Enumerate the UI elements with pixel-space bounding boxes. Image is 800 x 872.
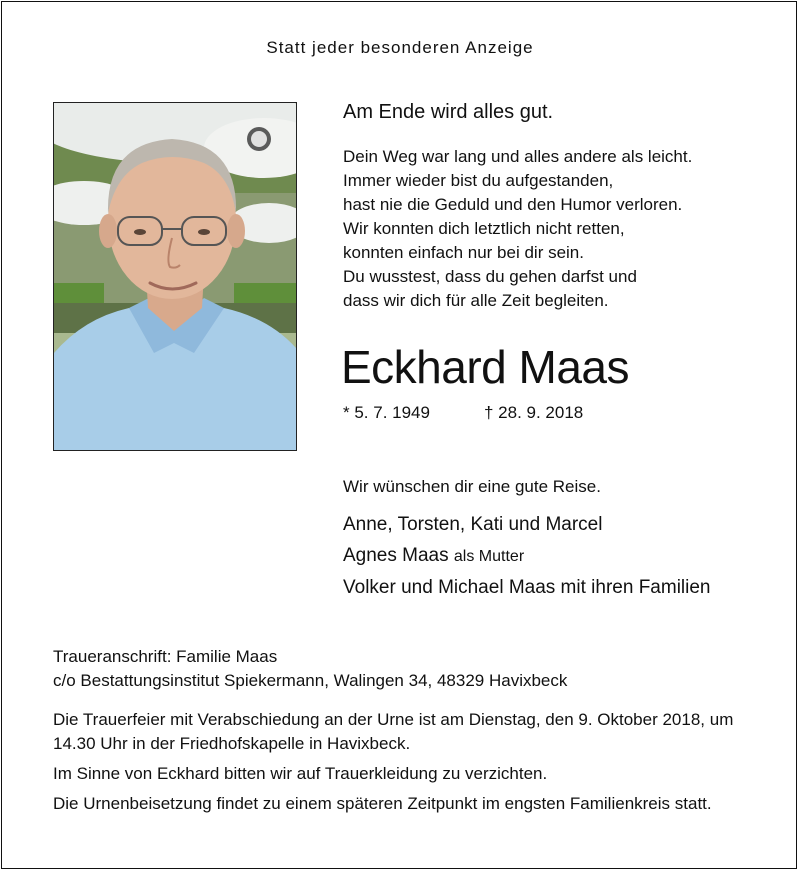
poem-line: hast nie die Geduld und den Humor verloren. [343,195,683,214]
birth-date: * 5. 7. 1949 [343,403,430,422]
poem-line: Dein Weg war lang und alles andere als leicht. [343,147,693,166]
ceremony-paragraph: Die Trauerfeier mit Verabschiedung an der Urne ist am Dienstag, den 9. Oktober 2018, um 14.30 Uhr in der Friedhofskapelle in Havixbeck. [53,710,734,753]
poem [343,145,692,313]
poem-line: dass wir dich für alle Zeit begleiten. [343,291,609,310]
poem-line: Du wusstest, dass du gehen darfst und [343,267,637,286]
portrait-illustration [54,103,296,450]
motto: Am Ende wird alles gut. [343,101,554,123]
family-line [343,545,524,567]
mother-role: als Mutter [453,548,525,565]
family-line: Volker und Michael Maas mit ihren Familien [343,577,711,598]
notice-header: Statt jeder besonderen Anzeige [266,38,534,57]
clothing-paragraph: Im Sinne von Eckhard bitten wir auf Trauerkleidung zu verzichten. [53,764,548,783]
mother-name: Agnes Maas [343,545,449,566]
burial-paragraph: Die Urnenbeisetzung findet zu einem späteren Zeitpunkt im engsten Familienkreis statt. [53,794,712,813]
farewell-wish: Wir wünschen dir eine gute Reise. [343,477,601,496]
address-line: c/o Bestattungsinstitut Spiekermann, Walingen 34, 48329 Havixbeck [53,671,568,690]
address-line: Traueranschrift: Familie Maas [53,647,278,666]
poem-line: Immer wieder bist du aufgestanden, [343,171,614,190]
poem-line: Wir konnten dich letztlich nicht retten, [343,219,625,238]
deceased-name: Eckhard Maas [341,341,630,393]
family-line: Anne, Torsten, Kati und Marcel [343,514,603,535]
death-date: † 28. 9. 2018 [484,403,584,422]
mourning-address [53,645,567,693]
poem-line: konnten einfach nur bei dir sein. [343,243,584,262]
portrait-photo [53,102,297,451]
